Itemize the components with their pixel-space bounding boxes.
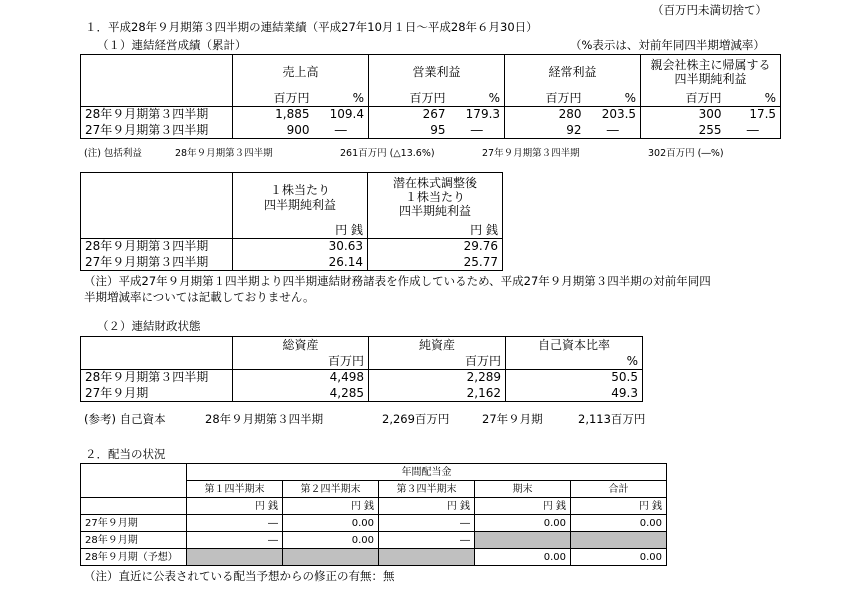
ref-note-period1: 28年９月期第３四半期 (205, 412, 324, 426)
header-net-assets: 純資産 (369, 337, 506, 354)
per-share-table (80, 172, 503, 271)
cell: ― (187, 532, 283, 549)
shaded-cell (475, 532, 571, 549)
cell: 0.00 (283, 532, 379, 549)
row-label: 27年９月期 (81, 515, 187, 532)
unit-cell: 円 銭 (283, 498, 379, 515)
table-row (81, 239, 503, 255)
ref-note-label: (参考) 自己資本 (84, 412, 166, 426)
header-equity-ratio: 自己資本比率 (506, 337, 643, 354)
header-annual-dividend: 年間配当金 (187, 464, 667, 481)
cell: 4,285 (233, 386, 369, 402)
dividend-note: （注）直近に公表されている配当予想からの修正の有無：無 (84, 569, 395, 583)
unit-net-pct: % (726, 91, 781, 107)
cell: 92 (505, 123, 586, 139)
cell: 267 (369, 107, 450, 123)
header-q1: 第１四半期末 (187, 481, 283, 498)
ref-note-period2: 27年９月期 (482, 412, 543, 426)
cell: 0.00 (571, 515, 667, 532)
sub1-title: （１）連結経営成績（累計） (97, 38, 247, 52)
table-row (81, 370, 643, 386)
section2-title: ２．配当の状況 (85, 447, 166, 461)
row-label: 27年９月期第３四半期 (81, 255, 233, 271)
header-total: 合計 (571, 481, 667, 498)
unit-note: （百万円未満切捨て） (652, 3, 767, 17)
header-diluted-line3: 四半期純利益 (398, 203, 471, 218)
results-table (80, 54, 781, 139)
shaded-cell (187, 549, 283, 566)
table-row (81, 532, 667, 549)
header-year-end: 期末 (475, 481, 571, 498)
cell: 255 (641, 123, 726, 139)
cell: 179.3 (450, 107, 505, 123)
ref-note-value1: 2,269百万円 (382, 412, 450, 426)
cell: ― (450, 123, 505, 139)
cell: 109.4 (314, 107, 369, 123)
comp-note-label: (注) 包括利益 (84, 148, 142, 159)
unit-sales-pct: % (314, 91, 369, 107)
unit-cell: 円 銭 (187, 498, 283, 515)
header-total-assets: 総資産 (233, 337, 369, 354)
header-ordinary-profit: 経常利益 (505, 55, 641, 91)
table-row (81, 549, 667, 566)
unit-total-assets: 百万円 (233, 354, 369, 370)
unit-ord: 百万円 (505, 91, 586, 107)
header-operating-profit: 営業利益 (369, 55, 505, 91)
results-corner-cell (81, 55, 233, 107)
cell: 95 (369, 123, 450, 139)
cell: 0.00 (475, 515, 571, 532)
row-label: 27年９月期 (81, 386, 233, 402)
header-q2: 第２四半期末 (283, 481, 379, 498)
shaded-cell (379, 549, 475, 566)
cell: 0.00 (283, 515, 379, 532)
comp-note-value1: 261百万円 (△13.6%) (340, 148, 435, 159)
table-row (81, 123, 781, 139)
cell: ― (187, 515, 283, 532)
header-eps-line2: 四半期純利益 (263, 197, 336, 212)
note2-line1: （注）平成27年９月期第１四半期より四半期連結財務諸表を作成しているため、平成27年９月期第３四半期の対前年同四 (84, 274, 711, 288)
row-label: 28年９月期第３四半期 (81, 107, 233, 123)
table-row (81, 515, 667, 532)
unit-row-label (81, 498, 187, 515)
shaded-cell (283, 549, 379, 566)
cell: 30.63 (233, 239, 368, 255)
unit-ord-pct: % (586, 91, 641, 107)
cell: 0.00 (475, 549, 571, 566)
row-label: 28年９月期（予想） (81, 549, 187, 566)
div-corner-cell (81, 464, 187, 498)
per-share-corner-cell (81, 173, 233, 239)
comp-note-period1: 28年９月期第３四半期 (175, 148, 273, 159)
header-diluted-line1: 潜在株式調整後 (392, 176, 477, 191)
unit-cell: 円 銭 (475, 498, 571, 515)
comp-note-value2: 302百万円 (―%) (648, 148, 724, 159)
header-eps-line1: １株当たり (269, 182, 330, 197)
section1-title: １．平成28年９月期第３四半期の連結業績（平成27年10月１日～平成28年６月30日） (85, 20, 538, 34)
sub1-note: （%表示は、対前年同四半期増減率） (570, 38, 765, 52)
unit-sales: 百万円 (233, 91, 314, 107)
cell: 203.5 (586, 107, 641, 123)
dividend-table (80, 463, 667, 566)
table-row (81, 107, 781, 123)
cell: 17.5 (726, 107, 781, 123)
unit-equity-ratio: % (506, 354, 643, 370)
row-label: 28年９月期第３四半期 (81, 370, 233, 386)
cell: ― (379, 515, 475, 532)
cell: ― (586, 123, 641, 139)
row-label: 28年９月期 (81, 532, 187, 549)
note2-line2: 半期増減率については記載しておりません。 (84, 290, 315, 304)
cell: 900 (233, 123, 314, 139)
cell: 50.5 (506, 370, 643, 386)
header-net-income (641, 55, 781, 91)
cell: 26.14 (233, 255, 368, 271)
sub2-title: （２）連結財政状態 (97, 319, 201, 333)
cell: 2,289 (369, 370, 506, 386)
unit-net: 百万円 (641, 91, 726, 107)
cell: 49.3 (506, 386, 643, 402)
header-q3: 第３四半期末 (379, 481, 475, 498)
shaded-cell (571, 532, 667, 549)
unit-net-assets: 百万円 (369, 354, 506, 370)
ref-note-value2: 2,113百万円 (578, 412, 646, 426)
header-diluted-eps (368, 173, 503, 223)
unit-eps: 円 銭 (233, 223, 368, 239)
cell: ― (379, 532, 475, 549)
header-eps (233, 173, 368, 223)
header-sales: 売上高 (233, 55, 369, 91)
unit-op: 百万円 (369, 91, 450, 107)
cell: 25.77 (368, 255, 503, 271)
table-row (81, 386, 643, 402)
cell: 1,885 (233, 107, 314, 123)
cell: 2,162 (369, 386, 506, 402)
unit-op-pct: % (450, 91, 505, 107)
cell: 29.76 (368, 239, 503, 255)
fin-corner-cell (81, 337, 233, 370)
row-label: 27年９月期第３四半期 (81, 123, 233, 139)
cell: ― (314, 123, 369, 139)
header-net-income-line2: 四半期純利益 (674, 71, 747, 86)
comp-note-period2: 27年９月期第３四半期 (482, 148, 580, 159)
header-net-income-line1: 親会社株主に帰属する (650, 57, 771, 72)
header-diluted-line2: １株当たり (404, 189, 465, 204)
table-row (81, 255, 503, 271)
cell: 4,498 (233, 370, 369, 386)
unit-diluted: 円 銭 (368, 223, 503, 239)
cell: 280 (505, 107, 586, 123)
cell: 300 (641, 107, 726, 123)
unit-cell: 円 銭 (571, 498, 667, 515)
cell: ― (726, 123, 781, 139)
financial-position-table (80, 336, 643, 402)
unit-cell: 円 銭 (379, 498, 475, 515)
cell: 0.00 (571, 549, 667, 566)
row-label: 28年９月期第３四半期 (81, 239, 233, 255)
